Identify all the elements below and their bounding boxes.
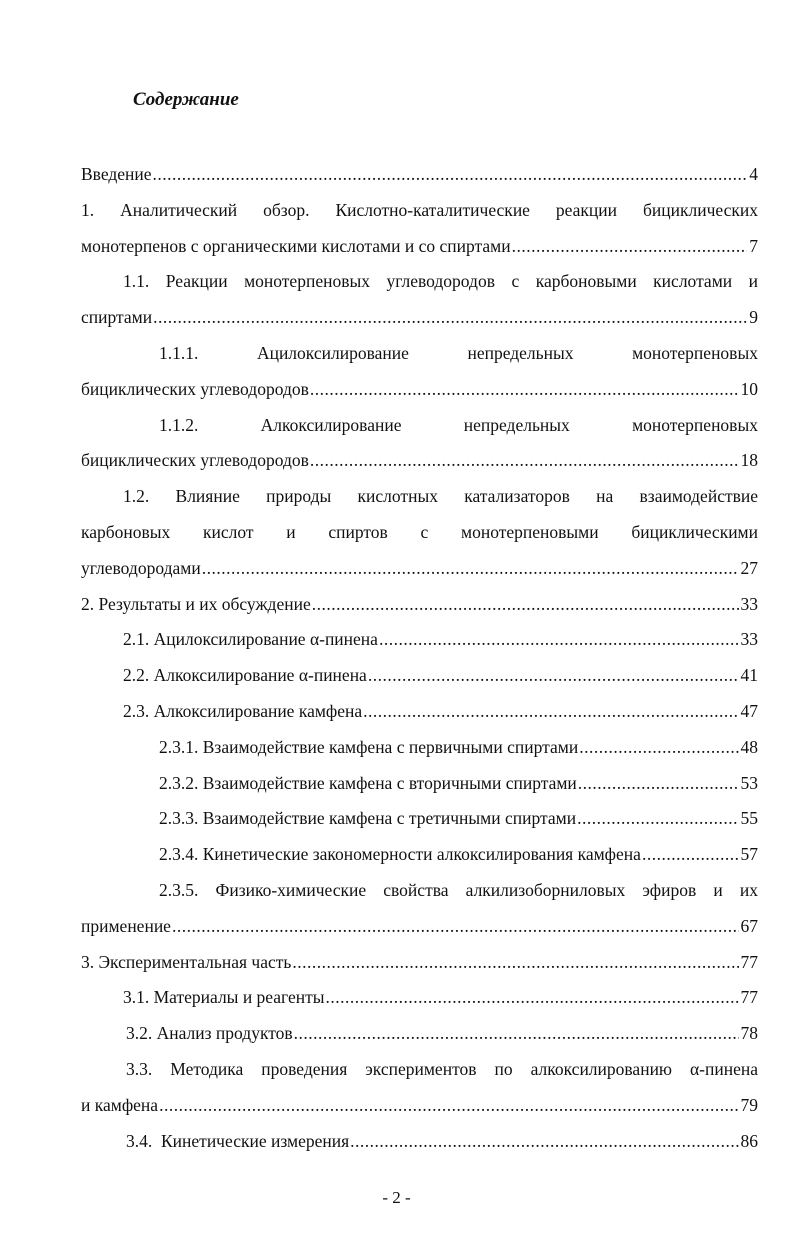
toc-label: 2.3.2. Взаимодействие камфена с вторичными спиртами	[159, 772, 577, 793]
toc-entry-3-2[interactable]	[81, 1016, 758, 1052]
toc-page-number: 33	[740, 629, 758, 650]
dot-leader	[512, 229, 748, 265]
dot-leader	[202, 551, 739, 587]
toc-entry-3[interactable]	[81, 945, 758, 981]
toc-label-line: 1. Аналитический обзор. Кислотно-каталитические реакции бициклических	[81, 199, 758, 220]
toc-page-number: 33	[740, 593, 758, 614]
toc-entry-intro[interactable]	[81, 157, 758, 193]
toc-page-number: 41	[740, 665, 758, 686]
dot-leader	[363, 694, 738, 730]
toc-label: применение	[81, 915, 171, 936]
toc-page-number: 79	[740, 1094, 758, 1115]
toc-label: бициклических углеводородов	[81, 378, 309, 399]
toc-label-line	[81, 408, 758, 444]
dot-leader	[578, 766, 739, 802]
toc-entry-2-3-4[interactable]	[81, 837, 758, 873]
toc-label: 3.2. Анализ продуктов	[126, 1023, 293, 1044]
toc-entry-2-2[interactable]	[81, 658, 758, 694]
dot-leader	[153, 157, 748, 193]
dot-leader	[350, 1124, 738, 1160]
toc-label: 3.1. Материалы и реагенты	[123, 987, 325, 1008]
toc-page-number: 77	[740, 987, 758, 1008]
toc-label: монотерпенов с органическими кислотами и со спиртами	[81, 235, 511, 256]
dot-leader	[577, 801, 738, 837]
toc-entry-2-1[interactable]	[81, 622, 758, 658]
toc-page-number: 77	[740, 951, 758, 972]
toc-label: бициклических углеводородов	[81, 450, 309, 471]
toc-word: монотерпеновых	[632, 414, 758, 435]
toc-label: 3. Экспериментальная часть	[81, 951, 292, 972]
toc-page-number: 67	[740, 915, 758, 936]
toc-page-number: 48	[740, 736, 758, 757]
toc-entry-3-4[interactable]	[81, 1124, 758, 1160]
toc-word: Ацилоксилирование	[256, 342, 409, 363]
toc-page-number: 86	[740, 1130, 758, 1151]
toc-entry-1-2[interactable]	[81, 479, 758, 586]
dot-leader	[153, 300, 747, 336]
dot-leader	[294, 1016, 739, 1052]
toc-label: 2.3. Алкоксилирование камфена	[123, 700, 363, 721]
toc-page-number: 78	[740, 1023, 758, 1044]
toc-label-line: 1.2. Влияние природы кислотных катализаторов на взаимодействие	[123, 486, 758, 507]
toc-label: 2.3.3. Взаимодействие камфена с третичными спиртами	[159, 808, 577, 829]
dot-leader	[312, 587, 739, 623]
dot-leader	[310, 443, 739, 479]
toc-label-line: 2.3.5. Физико-химические свойства алкилизоборниловых эфиров и их	[159, 879, 758, 900]
toc-entry-2[interactable]	[81, 587, 758, 623]
dot-leader	[379, 622, 739, 658]
toc-label: 2.3.4. Кинетические закономерности алкоксилирования камфена	[159, 844, 641, 865]
toc-entry-1-1-2[interactable]	[81, 408, 758, 480]
toc-label: 2. Результаты и их обсуждение	[81, 593, 311, 614]
toc-page-number: 27	[740, 557, 758, 578]
toc-label: и камфена	[81, 1094, 159, 1115]
toc-word: непредельных	[467, 342, 574, 363]
toc-word: монотерпеновых	[632, 342, 758, 363]
toc-page-number: 53	[740, 772, 758, 793]
toc-label-line: 3.3. Методика проведения экспериментов по алкоксилированию α-пинена	[126, 1058, 758, 1079]
toc-label: углеводородами	[81, 557, 201, 578]
toc-page-number: 18	[740, 450, 758, 471]
toc-label: 3.4. Кинетические измерения	[126, 1130, 350, 1151]
toc-word: Алкоксилирование	[260, 414, 402, 435]
toc-entry-2-3-1[interactable]	[81, 730, 758, 766]
toc-word: непредельных	[463, 414, 570, 435]
toc-entry-1-1[interactable]	[81, 264, 758, 336]
toc-label: Введение	[81, 164, 152, 184]
table-of-contents	[81, 157, 758, 1159]
dot-leader	[326, 980, 739, 1016]
toc-label: спиртами	[81, 307, 153, 328]
dot-leader	[292, 945, 738, 981]
toc-entry-3-3[interactable]	[81, 1052, 758, 1124]
toc-page-number: 4	[749, 164, 758, 184]
toc-entry-2-3-5[interactable]	[81, 873, 758, 945]
toc-number: 1.1.1.	[159, 342, 199, 363]
toc-entry-1[interactable]	[81, 193, 758, 265]
toc-label: 2.2. Алкоксилирование α-пинена	[123, 665, 367, 686]
page-number: - 2 -	[382, 1188, 411, 1207]
toc-entry-1-1-1[interactable]	[81, 336, 758, 408]
toc-label-line: 1.1. Реакции монотерпеновых углеводородов с карбоновыми кислотами и	[123, 271, 758, 292]
dot-leader	[159, 1088, 738, 1124]
toc-page-number: 10	[740, 378, 758, 399]
toc-entry-2-3-2[interactable]	[81, 766, 758, 802]
dot-leader	[642, 837, 739, 873]
toc-number: 1.1.2.	[159, 414, 199, 435]
toc-entry-2-3[interactable]	[81, 694, 758, 730]
dot-leader	[172, 909, 739, 945]
toc-label-line: карбоновых кислот и спиртов с монотерпеновыми бициклическими	[81, 521, 758, 542]
toc-page-number: 57	[740, 844, 758, 865]
toc-label: 2.3.1. Взаимодействие камфена с первичными спиртами	[159, 736, 579, 757]
toc-page-number: 55	[740, 808, 758, 829]
toc-page-number: 47	[740, 700, 758, 721]
toc-label-line	[81, 336, 758, 372]
toc-entry-3-1[interactable]	[81, 980, 758, 1016]
dot-leader	[579, 730, 738, 766]
page-title: Содержание	[133, 89, 239, 110]
toc-page-number: 9	[749, 307, 758, 328]
toc-entry-2-3-3[interactable]	[81, 801, 758, 837]
dot-leader	[310, 372, 739, 408]
toc-page-number: 7	[749, 235, 758, 256]
toc-label: 2.1. Ацилоксилирование α-пинена	[123, 629, 378, 650]
dot-leader	[368, 658, 739, 694]
